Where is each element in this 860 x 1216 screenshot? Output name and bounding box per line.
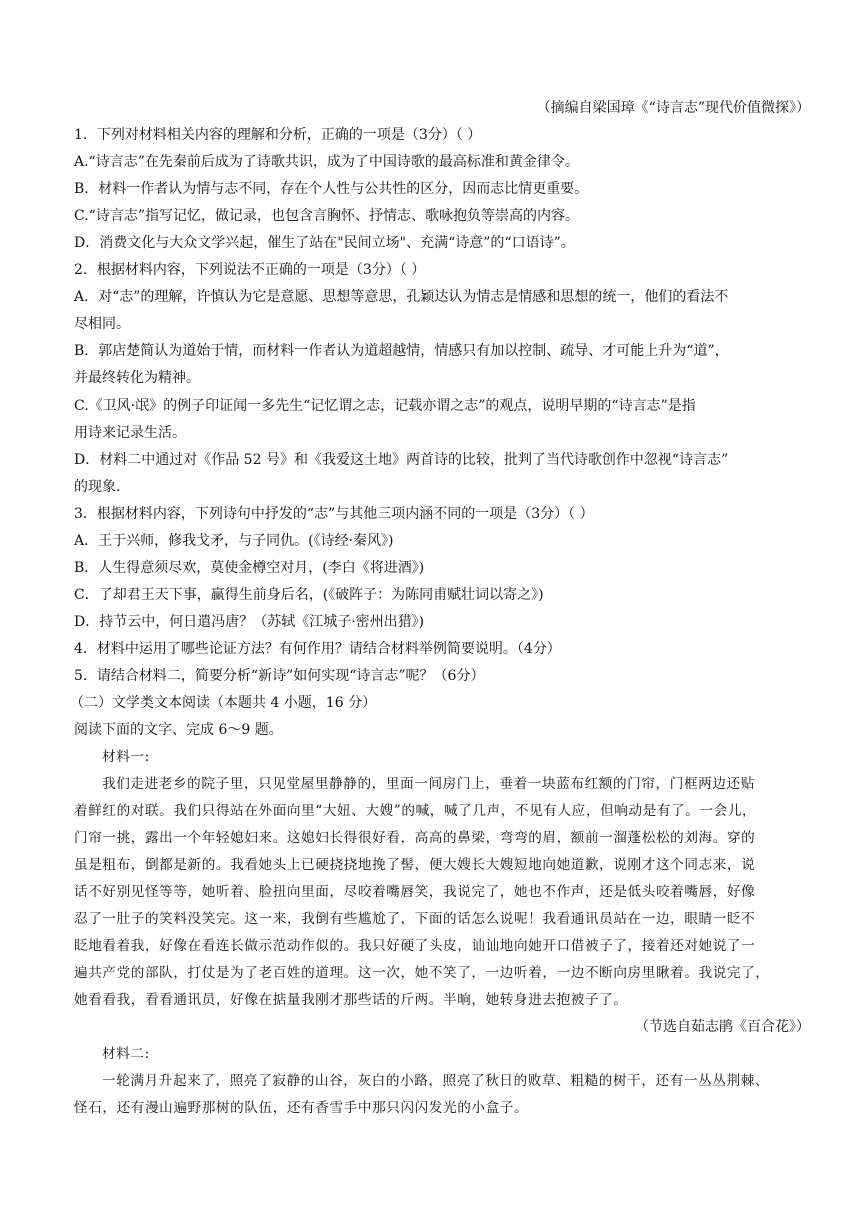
question-1-option-a: A.“诗言志”在先秦前后成为了诗歌共识，成为了中国诗歌的最高标准和黄金律令。: [74, 154, 579, 170]
question-1-option-b: B．材料一作者认为情与志不同，存在个人性与公共性的区分，因而志比情更重要。: [74, 181, 589, 197]
question-2-option-c: C.《卫风·氓》的例子印证闻一多先生“记忆谓之志，记载亦谓之志”的观点，说明早期的“诗言志”是指: [74, 398, 696, 414]
question-4: 4．材料中运用了哪些论证方法？有何作用？请结合材料举例简要说明。（4分）: [74, 641, 561, 657]
material-1-paragraph-line: 遍共产党的部队，打仗是为了老百姓的道理。这一次，她不笑了，一边听着，一边不断向房里瞅着。我说完了，: [74, 965, 770, 981]
question-1-option-c: C.“诗言志”指写记忆，做记录，也包含言胸怀、抒情志、歌咏抱负等崇高的内容。: [74, 208, 579, 224]
material-2-paragraph-line: 一轮满月升起来了，照亮了寂静的山谷，灰白的小路，照亮了秋日的败草、粗糙的树干，还有一丛丛荆棘、: [102, 1073, 770, 1089]
question-2-option-a: A．对“志”的理解，许慎认为它是意愿、思想等意思，孔颖达认为情志是情感和思想的统一，他们的看法不: [74, 289, 729, 305]
question-1-stem: 1．下列对材料相关内容的理解和分析，正确的一项是（3分）（ ）: [74, 127, 482, 143]
question-3-option-b: B．人生得意须尽欢，莫使金樽空对月，(李白《将进酒》): [74, 560, 425, 576]
material-1-paragraph-line: 忍了一肚子的笑料没笑完。这一来，我倒有些尴尬了，下面的话怎么说呢！我看通讯员站在一边，眼睛一眨不: [74, 911, 756, 927]
material-1-paragraph-line: 我们走进老乡的院子里，只见堂屋里静静的，里面一间房门上，垂着一块蓝布红额的门帘，门框两边还贴: [102, 776, 755, 792]
question-2-option-d-cont: 的现象.: [74, 479, 121, 495]
question-3-option-c: C．了却君王天下事，赢得生前身后名，(《破阵子：为陈同甫赋壮词以寄之》): [74, 587, 544, 603]
source-citation-1: （摘编自梁国璋《“诗言志”现代价值微探》）: [536, 100, 810, 116]
material-1-paragraph-line: 门帘一挑，露出一个年轻媳妇来。这媳妇长得很好看，高高的鼻梁，弯弯的眉，额前一溜蓬松松的刘海。穿的: [74, 830, 756, 846]
question-3-stem: 3．根据材料内容，下列诗句中抒发的“志”与其他三项内涵不同的一项是（3分）（ ）: [74, 506, 594, 522]
material-1-paragraph-line: 虽是粗布，倒都是新的。我看她头上已硬挠挠地挽了髻，便大嫂长大嫂短地向她道歉，说刚才这个同志来，说: [74, 857, 756, 873]
reading-instruction: 阅读下面的文字、完成 6～9 题。: [74, 722, 283, 738]
question-2-option-a-cont: 尽相同。: [74, 316, 130, 332]
section-heading-2: （二）文学类文本阅读（本题共 4 小题，16 分）: [70, 695, 377, 711]
question-5: 5．请结合材料二，简要分析“新诗”如何实现“诗言志”呢？（6分）: [74, 668, 485, 684]
question-3-option-a: A．王于兴师，修我戈矛，与子同仇。(《诗经·秦风》): [74, 533, 394, 549]
material-1-paragraph-line: 着鲜红的对联。我们只得站在外面向里“大妞、大嫂”的喊，喊了几声，不见有人应，但响动是有了。一会儿，: [74, 803, 757, 819]
material-1-paragraph-line: 眨地看着我，好像在看连长做示范动作似的。我只好硬了头皮，讪讪地向她开口借被子了，接着还对她说了一: [74, 938, 756, 954]
material-2-paragraph-line: 怪石，还有漫山遍野那树的队伍，还有香雪手中那只闪闪发光的小盒子。: [74, 1100, 529, 1116]
source-citation-2: （节选自茹志鹃《百合花》）: [635, 1019, 810, 1035]
question-2-option-d: D．材料二中通过对《作品 52 号》和《我爱这土地》两首诗的比较，批判了当代诗歌创作中忽视“诗言志”: [74, 452, 729, 468]
question-2-option-b: B．郭店楚简认为道始于情，而材料一作者认为道超越情，情感只有加以控制、疏导、才可能上升为“道”，: [74, 343, 729, 359]
material-1-label: 材料一:: [102, 749, 150, 765]
question-1-option-d: D．消费文化与大众文学兴起，催生了站在"民间立场"、充满“诗意”的“口语诗”。: [74, 235, 575, 251]
question-3-option-d: D．持节云中，何日遣冯唐？（苏轼《江城子·密州出猎》): [74, 614, 425, 630]
question-2-option-c-cont: 用诗来记录生活。: [74, 425, 186, 441]
material-2-label: 材料二:: [102, 1046, 150, 1062]
question-2-option-b-cont: 并最终转化为精神。: [74, 370, 200, 386]
material-1-paragraph-line: 话不好别见怪等等，她听着、脸扭向里面，尽咬着嘴唇笑，我说完了，她也不作声，还是低头咬着嘴唇，好像: [74, 884, 756, 900]
material-1-paragraph-line: 她看看我，看看通讯员，好像在掂量我刚才那些话的斤两。半晌，她转身进去抱被子了。: [74, 992, 628, 1008]
question-2-stem: 2．根据材料内容，下列说法不正确的一项是（3分）（ ）: [74, 262, 426, 278]
